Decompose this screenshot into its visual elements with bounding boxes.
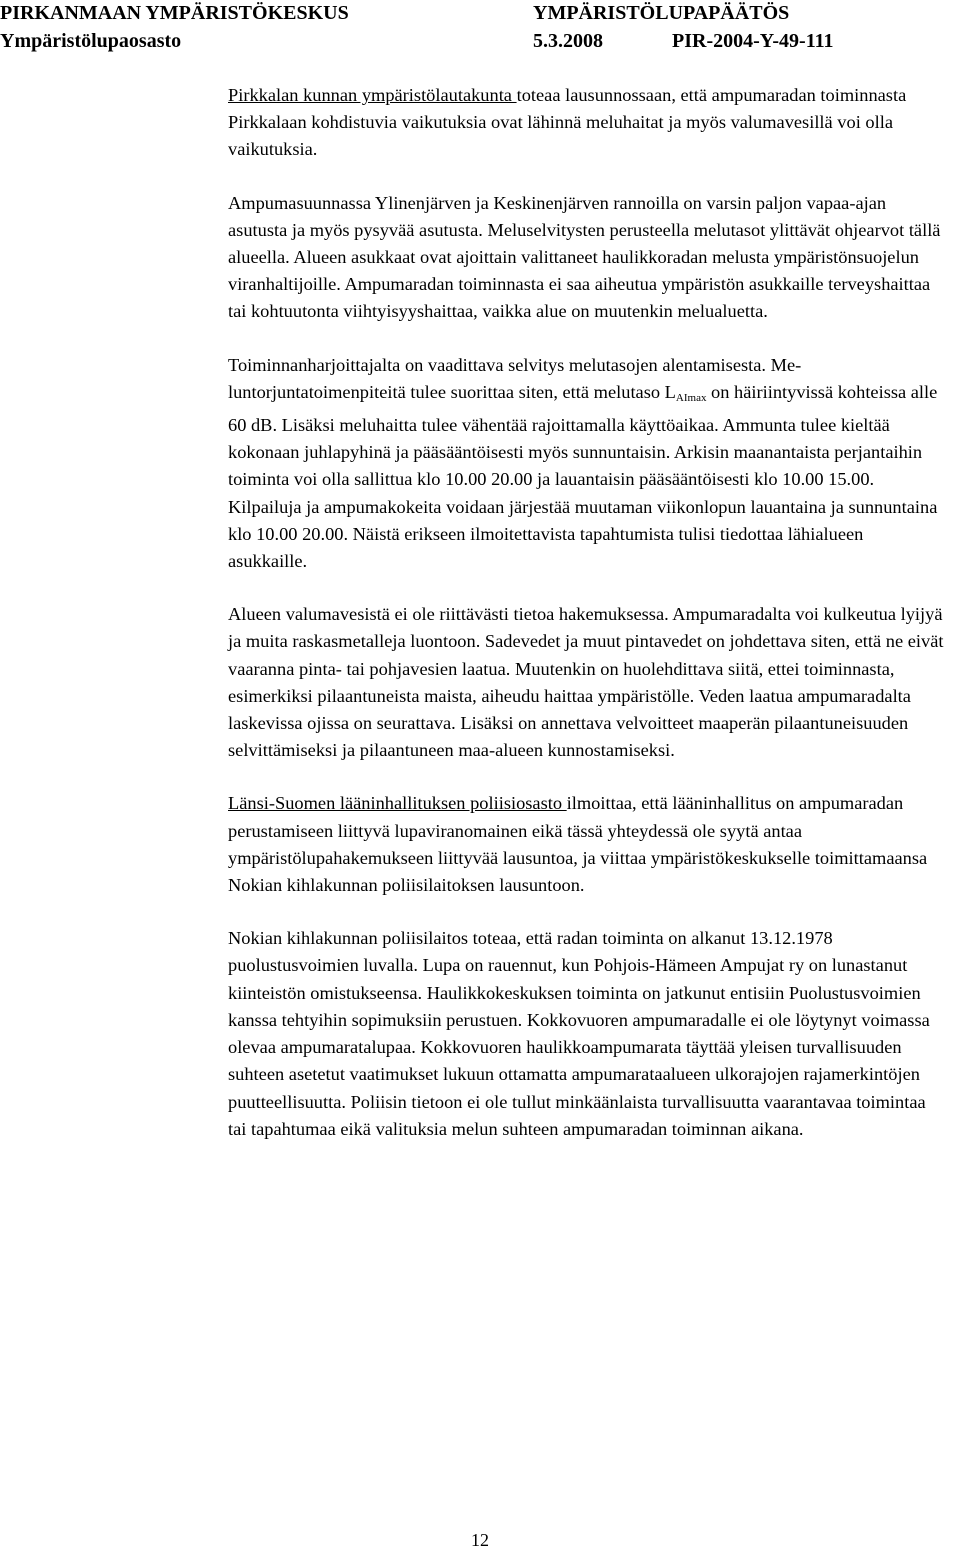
paragraph-5 bbox=[228, 790, 946, 899]
header-doc-type: YMPÄRISTÖLUPAPÄÄTÖS bbox=[533, 2, 790, 24]
paragraph-5-text: ilmoittaa, että lääninhallitus on ampumaradan perustamiseen liittyvä lupaviranomainen eikä tässä yhteydessä ole syytä antaa ympäristölupahakemukseen liittyvää lausuntoa, ja viittaa ympäristökeskukselle toimittamaansa Nokian kihlakunnan poliisilaitoksen lausuntoon. bbox=[228, 793, 928, 896]
header-date: 5.3.2008 bbox=[533, 30, 603, 52]
header-org: PIRKANMAAN YMPÄRISTÖKESKUS bbox=[0, 2, 349, 24]
header-dept: Ympäristölupaosasto bbox=[0, 30, 182, 52]
paragraph-3-text-b: on häiriintyvissä kohteissa alle 60 dB. Lisäksi meluhaitta tulee vähentää rajoittamalla käyttöaikaa. Ammunta tulee kieltää kokonaan juhlapyhinä ja pääsääntöisesti myös sunnuntaisin. Arkisin maanantaista perjantaihin toiminta voi olla sallittua klo 10.00 20.00 ja lauantaisin pääsääntöisesti klo 10.00 15.00. Kilpailuja ja ampumakokeita voidaan järjestää muutaman viikonlopun lauantaina ja sunnuntaina klo 10.00 20.00. Näistä erikseen ilmoitettavista tapahtumista tulisi tiedottaa lähialueen asukkaille. bbox=[228, 381, 938, 572]
paragraph-3 bbox=[228, 352, 946, 576]
subscript-aimax: AImax bbox=[675, 391, 707, 404]
paragraph-3-text-a: Toiminnanharjoittajalta on vaadittava selvitys melutasojen alentamisesta. Meluntorjuntatoimenpiteitä tulee suorittaa siten, että melutaso L bbox=[228, 354, 802, 402]
paragraph-6: Nokian kihlakunnan poliisilaitos toteaa, että radan toiminta on alkanut 13.12.1978 puolustusvoimien luvalla. Lupa on rauennut, kun Pohjois-Hämeen Ampujat ry on lunastanut kiinteistön omistukseensa. Haulikkokeskuksen toiminta on jatkunut entisiin Puolustusvoimien kanssa tehtyihin sopimuksiin perustuen. Kokkovuoren ampumaradalle ei ole löytynyt voimassa olevaa ampumaratalupaa. Kokkovuoren haulikkoampumarata täyttää yleisen turvallisuuden suhteen asetetut vaatimukset lukuun ottamatta ampumarataalueen ulkorajojen rajamerkintöjen puutteellisuutta. Poliisin tietoon ei ole tullut minkäänlaista turvallisuutta vaarantavaa toimintaa tai tapahtumaa eikä valituksia melun suhteen ampumaradan toiminnan aikana. bbox=[228, 928, 930, 1139]
page-number: 12 bbox=[471, 1530, 489, 1550]
underlined-authority: Länsi-Suomen lääninhallituksen poliisiosasto bbox=[228, 793, 567, 814]
document-body bbox=[228, 82, 946, 1169]
paragraph-1-text: toteaa lausunnossaan, että ampumaradan toiminnasta Pirkkalaan kohdistuvia vaikutuksia ovat lähinnä meluhaitat ja myös valumavesillä voi olla vaikutuksia. bbox=[228, 85, 907, 160]
header-ref: PIR-2004-Y-49-111 bbox=[672, 30, 834, 52]
paragraph-2: Ampumasuunnassa Ylinenjärven ja Keskinenjärven rannoilla on varsin paljon vapaa-ajan asutusta ja myös pysyvää asutusta. Meluselvitysten perusteella melutasot ylittävät ohjearvot tällä alueella. Alueen asukkaat ovat ajoittain valittaneet haulikkoradan melusta ympäristönsuojelun viranhaltijoille. Ampumaradan toiminnasta ei saa aiheutua ympäristön asukkaille terveyshaittaa tai kohtuutonta viihtyisyyshaittaa, vaikka alue on muutenkin melualuetta. bbox=[228, 192, 941, 322]
paragraph-4: Alueen valumavesistä ei ole riittävästi tietoa hakemuksessa. Ampumaradalta voi kulkeutua lyijyä ja muita raskasmetalleja luontoon. Sadevedet ja muut pintavedet on johdettava siten, että ne eivät vaaranna pinta- tai pohjavesien laatua. Muutenkin on huolehdittava siitä, ettei toiminnasta, esimerkiksi pilaantuneista maista, aiheudu haittaa ympäristölle. Veden laatua ampumaradalta laskevissa ojissa on seurattava. Lisäksi on annettava velvoitteet maaperän pilaantuneisuuden selvittämiseksi ja pilaantuneen maa-alueen kunnostamiseksi. bbox=[228, 604, 944, 761]
paragraph-1 bbox=[228, 82, 946, 164]
underlined-authority: Pirkkalan kunnan ympäristölautakunta bbox=[228, 85, 517, 105]
